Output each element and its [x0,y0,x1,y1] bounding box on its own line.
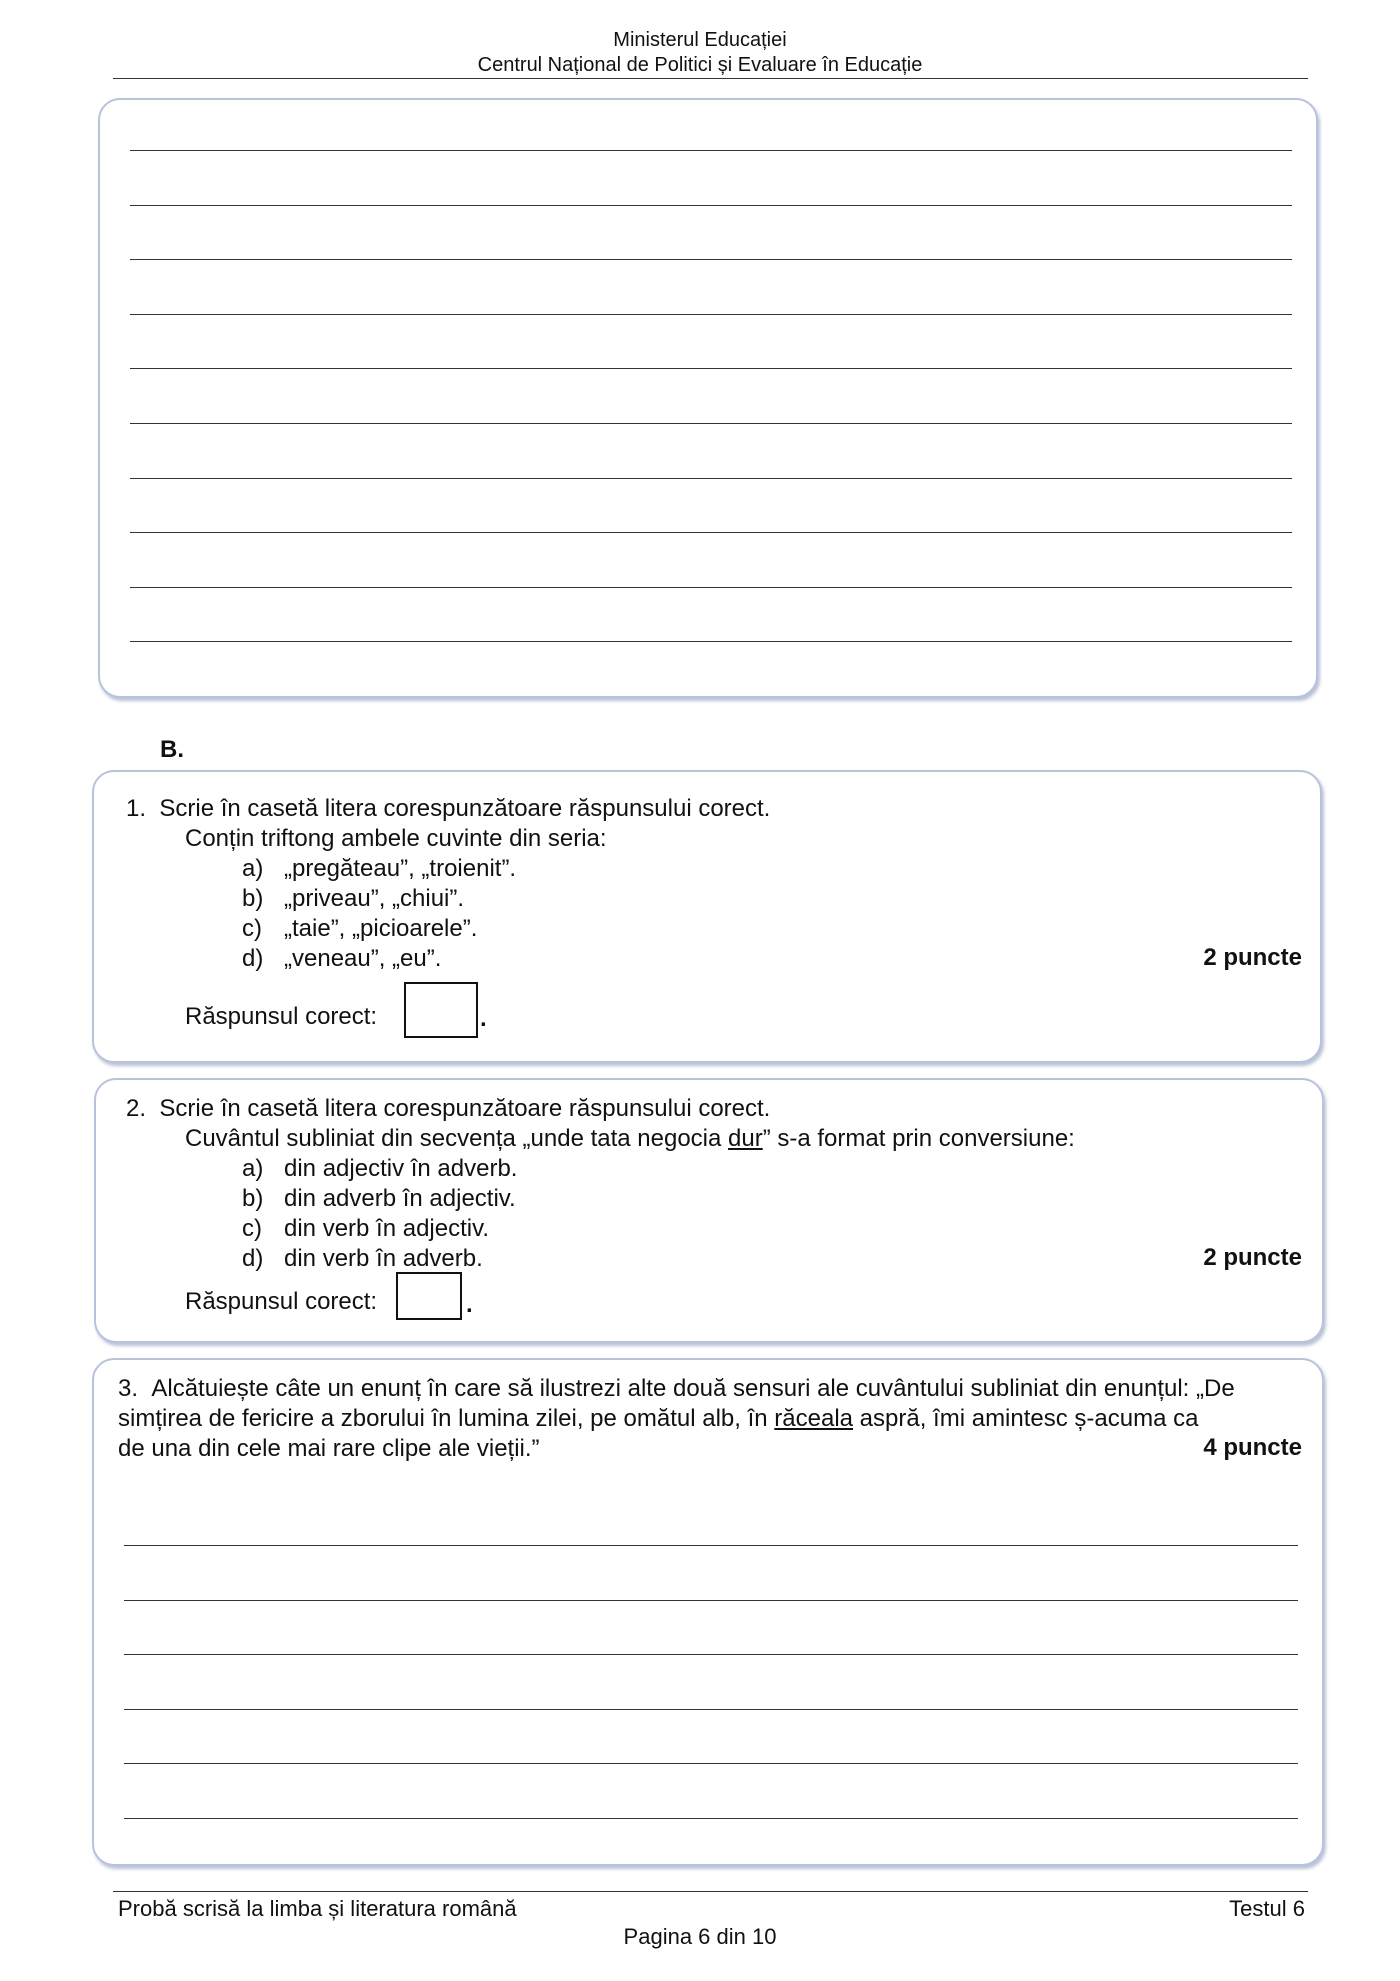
writing-line [130,423,1292,424]
writing-line [130,205,1292,206]
q2-option-b: b) din adverb în adjectiv. [242,1185,516,1212]
q2-answer-dot: . [466,1291,473,1318]
writing-line [130,259,1292,260]
q1-answer-dot: . [480,1005,487,1032]
writing-line[interactable] [124,1763,1298,1764]
writing-line[interactable] [124,1709,1298,1710]
q3-underlined-word: răceala [774,1405,854,1432]
q1-instruction: 1. Scrie în casetă litera corespunzătoare răspunsului corect. [126,795,771,822]
writing-line [130,314,1292,315]
q1-option-d: d) „veneau”, „eu”. [242,945,442,972]
writing-line [130,368,1292,369]
writing-line[interactable] [124,1600,1298,1601]
q2-option-c: c) din verb în adjectiv. [242,1215,489,1242]
q2-underlined-word: dur [728,1125,763,1152]
question-3-box [92,1358,1324,1866]
writing-line[interactable] [124,1545,1298,1546]
writing-line[interactable] [124,1818,1298,1819]
q2-points: 2 puncte [1203,1244,1302,1271]
footer-rule [113,1891,1308,1892]
footer-test-number: Testul 6 [1229,1896,1305,1921]
writing-line [130,532,1292,533]
q1-option-c: c) „taie”, „picioarele”. [242,915,478,942]
q2-number: 2. [126,1095,147,1122]
writing-line [130,478,1292,479]
q1-option-b: b) „priveau”, „chiui”. [242,885,465,912]
q2-prompt: Cuvântul subliniat din secvența „unde tata negocia dur” s-a format prin conversiune: [185,1125,1075,1152]
q1-points: 2 puncte [1203,944,1302,971]
q3-line-3: de una din cele mai rare clipe ale vieții.” [118,1435,540,1462]
q2-answer-box[interactable] [396,1272,462,1320]
writing-line [130,150,1292,151]
footer-page-number: Pagina 6 din 10 [623,1924,777,1949]
q1-prompt: Conțin triftong ambele cuvinte din seria: [185,825,607,852]
q3-points: 4 puncte [1203,1434,1302,1461]
section-label: B. [160,736,184,763]
footer-subject: Probă scrisă la limba și literatura română [118,1896,517,1921]
question-1-box [92,770,1322,1063]
writing-line[interactable] [124,1654,1298,1655]
header-rule [113,78,1308,79]
q3-line-2: simțirea de fericire a zborului în lumina zilei, pe omătul alb, în răceala aspră, îmi amintesc ș-acuma ca [118,1405,1199,1432]
q1-answer-label: Răspunsul corect: [185,1003,378,1030]
q1-option-a: a) „pregăteau”, „troienit”. [242,855,517,882]
page-header [0,28,1400,78]
q2-option-a: a) din adjectiv în adverb. [242,1155,518,1182]
q1-number: 1. [126,795,147,822]
q2-answer-label: Răspunsul corect: [185,1288,378,1315]
q2-option-d: d) din verb în adverb. [242,1245,483,1272]
q1-answer-box[interactable] [404,982,478,1038]
header-ministry: Ministerul Educației [613,29,787,51]
header-center-name: Centrul Național de Politici și Evaluare în Educație [477,54,923,76]
writing-line [130,641,1292,642]
q3-number: 3. [118,1375,139,1402]
writing-line [130,587,1292,588]
question-2-box [94,1078,1324,1343]
writing-box-top[interactable] [98,98,1318,698]
q3-line-1: 3. Alcătuiește câte un enunț în care să ilustrezi alte două sensuri ale cuvântului subliniat din enunțul: „De [118,1375,1235,1402]
q2-instruction: 2. Scrie în casetă litera corespunzătoare răspunsului corect. [126,1095,771,1122]
